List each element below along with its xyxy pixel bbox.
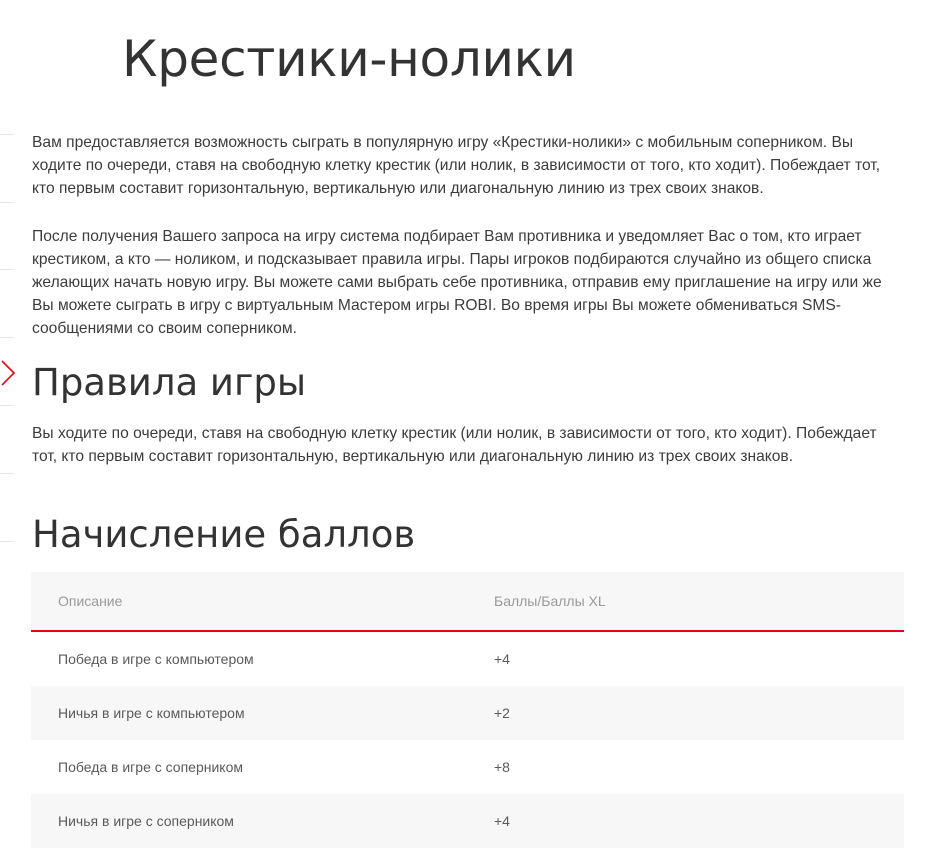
row-description: Победа в игре с компьютером xyxy=(58,651,254,667)
side-nav-divider xyxy=(0,134,14,135)
row-description: Победа в игре с соперником xyxy=(58,759,243,775)
row-points: +8 xyxy=(494,759,510,775)
row-points: +4 xyxy=(494,813,510,829)
side-nav-divider xyxy=(0,473,14,474)
intro-paragraph: После получения Вашего запроса на игру система подбирает Вам противника и уведомляет Вас о том, кто играет крестиком, а кто — ноликом, и подсказывает правила игры. Пары игроков подбираются случайно из общего списка желающих начать новую игру. Вы можете сами выбрать себе противника, отправив ему приглашение на игру или же Вы можете сыграть в игру с виртуальным Мастером игры ROBI. Во время игры Вы можете обмениваться SMS-сообщениями со своим соперником. xyxy=(32,228,882,337)
table-row xyxy=(31,686,904,740)
page-title: Крестики-нолики xyxy=(122,30,576,88)
side-nav-divider xyxy=(0,337,14,338)
table-row xyxy=(31,632,904,686)
scoring-table xyxy=(31,572,904,848)
chevron-right-icon[interactable] xyxy=(0,359,16,387)
column-header-description: Описание xyxy=(58,593,123,609)
rules-heading: Правила игры xyxy=(32,361,307,404)
table-row xyxy=(31,794,904,848)
scoring-heading: Начисление баллов xyxy=(32,513,416,556)
side-nav-rail xyxy=(0,0,14,864)
row-description: Ничья в игре с соперником xyxy=(58,813,234,829)
row-description: Ничья в игре с компьютером xyxy=(58,705,245,721)
side-nav-divider xyxy=(0,405,14,406)
intro-paragraph: Вам предоставляется возможность сыграть в популярную игру «Крестики-нолики» с мобильным соперником. Вы ходите по очереди, ставя на свободную клетку крестик (или нолик, в зависимости от того, кто ходит). Побеждает тот, кто первым составит горизонтальную, вертикальную или диагональную линию из трех своих знаков. xyxy=(32,134,881,197)
rules-text: Вы ходите по очереди, ставя на свободную клетку крестик (или нолик, в зависимости от того, кто ходит). Побеждает тот, кто первым составит горизонтальную, вертикальную или диагональную линию из трех своих знаков. xyxy=(32,425,877,465)
table-header xyxy=(31,572,904,632)
row-points: +2 xyxy=(494,705,510,721)
table-row xyxy=(31,740,904,794)
side-nav-divider xyxy=(0,541,14,542)
side-nav-divider xyxy=(0,269,14,270)
side-nav-divider xyxy=(0,202,14,203)
row-points: +4 xyxy=(494,651,510,667)
column-header-points: Баллы/Баллы XL xyxy=(494,593,606,609)
